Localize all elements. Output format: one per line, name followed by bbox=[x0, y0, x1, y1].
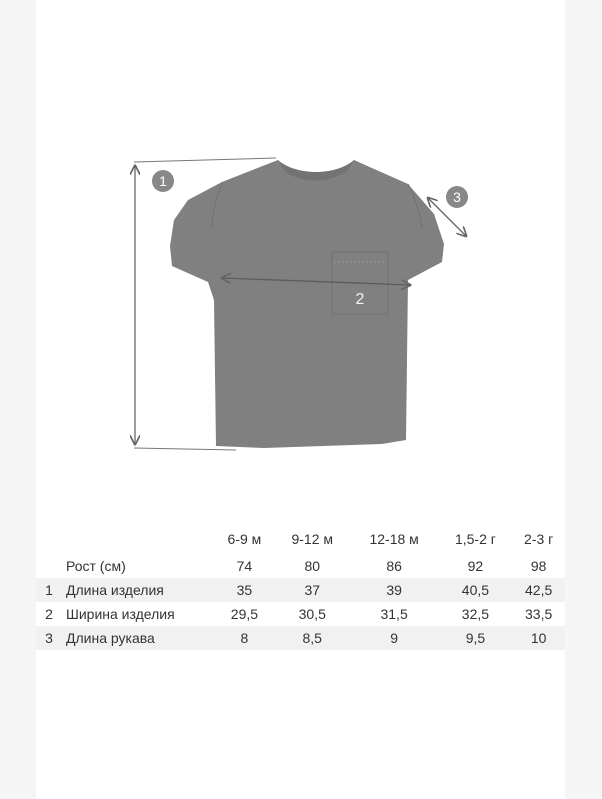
marker-2-label: 2 bbox=[355, 291, 365, 308]
row-index: 1 bbox=[36, 578, 62, 602]
row-index: 2 bbox=[45, 606, 53, 622]
table-cell: 33,5 bbox=[525, 606, 553, 622]
table-cell: 29,5 bbox=[230, 606, 259, 622]
table-cell: 9 bbox=[350, 626, 439, 650]
tshirt-measurement-diagram bbox=[36, 0, 565, 480]
row-label: Ширина изделия bbox=[66, 606, 175, 622]
table-cell: 40,5 bbox=[439, 578, 513, 602]
table-cell: 10 bbox=[512, 626, 565, 650]
row-index bbox=[36, 554, 62, 578]
marker-1-label: 1 bbox=[159, 173, 167, 189]
size-table bbox=[36, 524, 565, 650]
row-label: Длина изделия bbox=[62, 578, 214, 602]
row-label: Рост (см) bbox=[66, 558, 126, 574]
size-header: 9-12 м bbox=[291, 531, 334, 547]
product-size-chart bbox=[36, 0, 565, 799]
table-cell: 92 bbox=[467, 558, 484, 574]
table-cell: 9,5 bbox=[439, 626, 513, 650]
table-cell: 31,5 bbox=[380, 606, 408, 622]
table-cell: 35 bbox=[214, 578, 275, 602]
size-header: 2-3 г bbox=[524, 531, 554, 547]
table-cell: 74 bbox=[236, 558, 253, 574]
row-label: Длина рукава bbox=[62, 626, 214, 650]
row-index: 3 bbox=[36, 626, 62, 650]
size-header-row bbox=[36, 524, 565, 554]
table-cell: 86 bbox=[386, 558, 402, 574]
size-header: 1,5-2 г bbox=[454, 531, 496, 547]
size-header: 12-18 м bbox=[369, 531, 419, 547]
table-cell: 30,5 bbox=[298, 606, 326, 622]
table-cell: 98 bbox=[530, 558, 547, 574]
table-row-sleeve bbox=[36, 626, 565, 650]
table-cell: 80 bbox=[304, 558, 321, 574]
table-cell: 37 bbox=[275, 578, 350, 602]
table-row-length bbox=[36, 578, 565, 602]
table-cell: 8 bbox=[214, 626, 275, 650]
tshirt-illustration bbox=[170, 160, 444, 448]
size-header: 6-9 м bbox=[227, 531, 262, 547]
table-cell: 39 bbox=[350, 578, 439, 602]
table-cell: 42,5 bbox=[512, 578, 565, 602]
tshirt-body bbox=[170, 160, 444, 448]
table-cell: 32,5 bbox=[461, 606, 490, 622]
marker-3-label: 3 bbox=[453, 189, 461, 205]
table-cell: 8,5 bbox=[275, 626, 350, 650]
table-row-width bbox=[36, 602, 565, 626]
table-row-height bbox=[36, 554, 565, 578]
